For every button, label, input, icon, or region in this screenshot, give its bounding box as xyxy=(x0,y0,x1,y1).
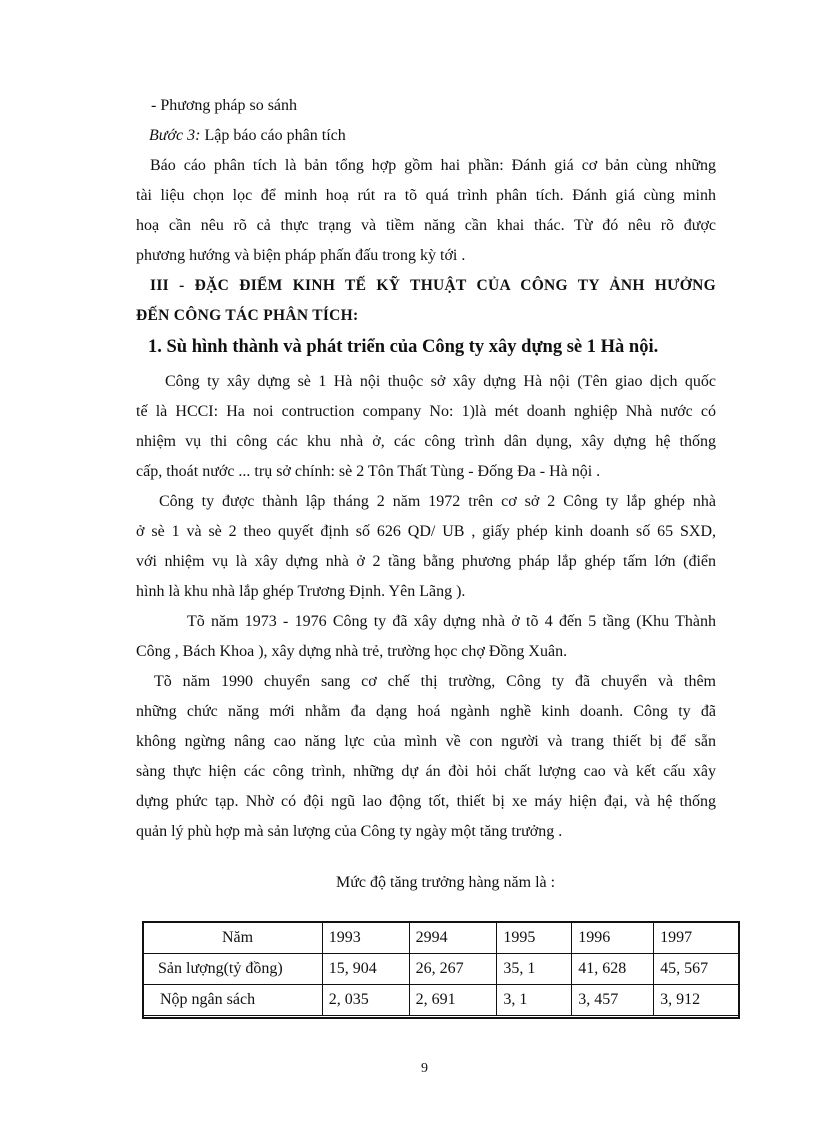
paragraph-line: dựng phức tạp. Nhờ có đội ngũ lao động tốt, thiết bị xe máy hiện đại, và hệ thống xyxy=(136,793,716,810)
paragraph-line: nhiệm vụ thi công các khu nhà ở, các công trình dân dụng, xây dựng hệ thống xyxy=(136,433,716,450)
table-caption: Mức độ tăng trưởng hàng năm là : xyxy=(336,874,556,891)
table-cell: 3, 457 xyxy=(572,985,654,1016)
table-cell: Nộp ngân sách xyxy=(144,985,323,1016)
section-heading-cont: ĐẾN CÔNG TÁC PHÂN TÍCH: xyxy=(136,307,359,324)
table-row xyxy=(144,985,739,1016)
table-cell: 2, 691 xyxy=(409,985,497,1016)
table-cell: 3, 1 xyxy=(497,985,572,1016)
paragraph-line: Công , Bách Khoa ), xây dựng nhà trẻ, trường học chợ Đồng Xuân. xyxy=(136,643,568,660)
table-cell: 35, 1 xyxy=(497,954,572,985)
paragraph-line: sàng thực hiện các công trình, những dự án đòi hỏi chất lượng cao và kết cấu xây xyxy=(136,763,716,780)
table-cell: 41, 628 xyxy=(572,954,654,985)
paragraph-line: những chức năng mới nhằm đa dạng hoá ngành nghề kinh doanh. Công ty đã xyxy=(136,703,716,720)
paragraph-line: tế là HCCI: Ha noi contruction company No: 1)là mét doanh nghiệp Nhà nước có xyxy=(136,403,716,420)
paragraph-line: phương hướng và biện pháp phấn đấu trong kỳ tới . xyxy=(136,247,466,264)
table-cell: 2, 035 xyxy=(322,985,409,1016)
paragraph-line: quản lý phù hợp mà sản lượng của Công ty ngày một tăng trưởng . xyxy=(136,823,563,840)
paragraph-line: Báo cáo phân tích là bản tổng hợp gồm hai phần: Đánh giá cơ bản cùng những xyxy=(150,157,716,174)
growth-table xyxy=(143,922,739,1016)
step-3-line xyxy=(149,126,346,146)
step-3-text: Lập báo cáo phân tích xyxy=(200,127,346,144)
table-cell: 3, 912 xyxy=(654,985,739,1016)
paragraph-line: hình là khu nhà lắp ghép Trương Định. Yên Lãng ). xyxy=(136,583,466,600)
subsection-title: 1. Sù hình thành và phát triển của Công ty xây dựng sè 1 Hà nội. xyxy=(148,337,659,357)
table-cell: 1995 xyxy=(497,923,572,954)
step-3-label: Bước 3: xyxy=(149,127,201,144)
paragraph-line: với nhiệm vụ là xây dựng nhà ở 2 tầng bằng phương pháp lắp ghép tấm lớn (điển xyxy=(136,553,716,570)
table-cell: 26, 267 xyxy=(409,954,497,985)
paragraph-line: ở sè 1 và sè 2 theo quyết định số 626 QD/ UB , giấy phép kinh doanh số 65 SXD, xyxy=(136,523,716,540)
page-number: 9 xyxy=(421,1061,428,1076)
table-cell: 2994 xyxy=(409,923,497,954)
table-cell: Năm xyxy=(144,923,323,954)
paragraph-line: Tõ năm 1973 - 1976 Công ty đã xây dựng nhà ở tõ 4 đến 5 tầng (Khu Thành xyxy=(187,613,716,630)
paragraph-line: không ngừng nâng cao năng lực của mình về con người và trang thiết bị để sẵn xyxy=(136,733,716,750)
paragraph-line: Tõ năm 1990 chuyển sang cơ chế thị trường, Công ty đã chuyển và thêm xyxy=(154,673,716,690)
paragraph-line: Công ty được thành lập tháng 2 năm 1972 trên cơ sở 2 Công ty lắp ghép nhà xyxy=(159,493,716,510)
table-cell: 1997 xyxy=(654,923,739,954)
table-cell: 15, 904 xyxy=(322,954,409,985)
paragraph-line: cấp, thoát nước ... trụ sở chính: sè 2 Tôn Thất Tùng - Đống Đa - Hà nội . xyxy=(136,463,601,480)
table-cell: 1993 xyxy=(322,923,409,954)
table-header-row xyxy=(144,923,739,954)
table-cell: 1996 xyxy=(572,923,654,954)
section-heading: III - ĐẶC ĐIỂM KINH TẾ KỸ THUẬT CỦA CÔNG TY ẢNH HƯỞNG xyxy=(150,277,716,294)
table-cell: 45, 567 xyxy=(654,954,739,985)
method-comparison-line: - Phương pháp so sánh xyxy=(151,97,298,114)
table-row xyxy=(144,954,739,985)
paragraph-line: Công ty xây dựng sè 1 Hà nội thuộc sở xây dựng Hà nội (Tên giao dịch quốc xyxy=(165,373,716,390)
paragraph-line: tài liệu chọn lọc để minh hoạ rút ra tõ quá trình phân tích. Đánh giá cùng minh xyxy=(136,187,716,204)
paragraph-line: hoạ cần nêu rõ cả thực trạng và tiềm năng cần khai thác. Từ đó nêu rõ được xyxy=(136,217,716,234)
table-cell: Sản lượng(tỷ đồng) xyxy=(144,954,323,985)
